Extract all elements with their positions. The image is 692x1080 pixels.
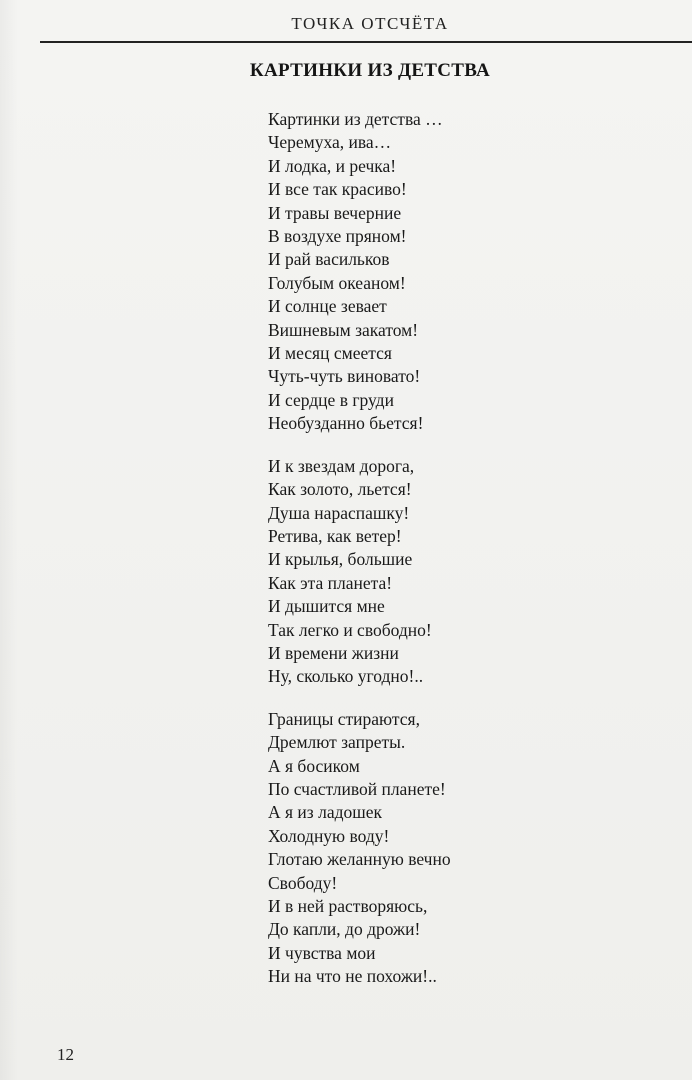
poem-line: И солнце зевает: [268, 296, 387, 317]
poem-line: И крылья, большие: [268, 549, 413, 570]
poem-line: Картинки из детства …: [268, 109, 443, 129]
poem-line: И времени жизни: [268, 642, 399, 663]
poem-line: По счастливой планете!: [268, 778, 446, 799]
poem-line: И в ней растворяюсь,: [268, 896, 428, 916]
poem-line: Ну, сколько угодно!..: [268, 666, 424, 687]
poem-line: И все так красиво!: [268, 179, 407, 200]
poem-line: До капли, до дрожи!: [268, 919, 421, 940]
poem-line: Чуть-чуть виновато!: [268, 366, 421, 387]
poem-line: В воздухе пряном!: [268, 226, 407, 247]
poem-line: Дремлют запреты.: [268, 732, 406, 753]
poem-line: Глотаю желанную вечно: [268, 849, 451, 870]
poem-line: Ни на что не похожи!..: [268, 966, 437, 987]
poem-line: Вишневым закатом!: [268, 319, 419, 340]
poem-line: Холодную воду!: [268, 825, 390, 846]
poem-line: И лодка, и речка!: [268, 155, 397, 176]
poem-line: Границы стираются,: [268, 708, 420, 729]
stanza: [268, 708, 668, 989]
poem-line: А я босиком: [268, 755, 360, 776]
poem-line: А я из ладошек: [268, 802, 382, 823]
header-rule: [40, 41, 692, 43]
poem-line: И травы вечерние: [268, 202, 402, 223]
stanza: [268, 455, 668, 689]
poem-line: Необузданно бьется!: [268, 413, 424, 434]
poem-line: И месяц смеется: [268, 343, 392, 364]
poem-line: Так легко и свободно!: [268, 619, 432, 640]
poem-line: И рай васильков: [268, 249, 390, 270]
poem-body: [268, 108, 668, 1008]
page-number: 12: [57, 1045, 74, 1064]
poem-line: И сердце в груди: [268, 389, 394, 410]
poem-line: Черемуха, ива…: [268, 132, 392, 153]
poem-line: Ретива, как ветер!: [268, 525, 402, 546]
poem-line: И к звездам дорога,: [268, 455, 415, 476]
poem-line: Как эта планета!: [268, 572, 393, 593]
poem-line: И дышится мне: [268, 596, 385, 617]
stanza: [268, 108, 668, 436]
running-head: ТОЧКА ОТСЧЁТА: [291, 14, 449, 33]
poem-line: Свободу!: [268, 872, 338, 893]
poem-line: И чувства мои: [268, 942, 376, 963]
poem-line: Голубым океаном!: [268, 272, 406, 293]
poem-line: Душа нараспашку!: [268, 502, 410, 523]
poem-line: Как золото, льется!: [268, 479, 412, 500]
poem-title: КАРТИНКИ ИЗ ДЕТСТВА: [249, 60, 491, 81]
